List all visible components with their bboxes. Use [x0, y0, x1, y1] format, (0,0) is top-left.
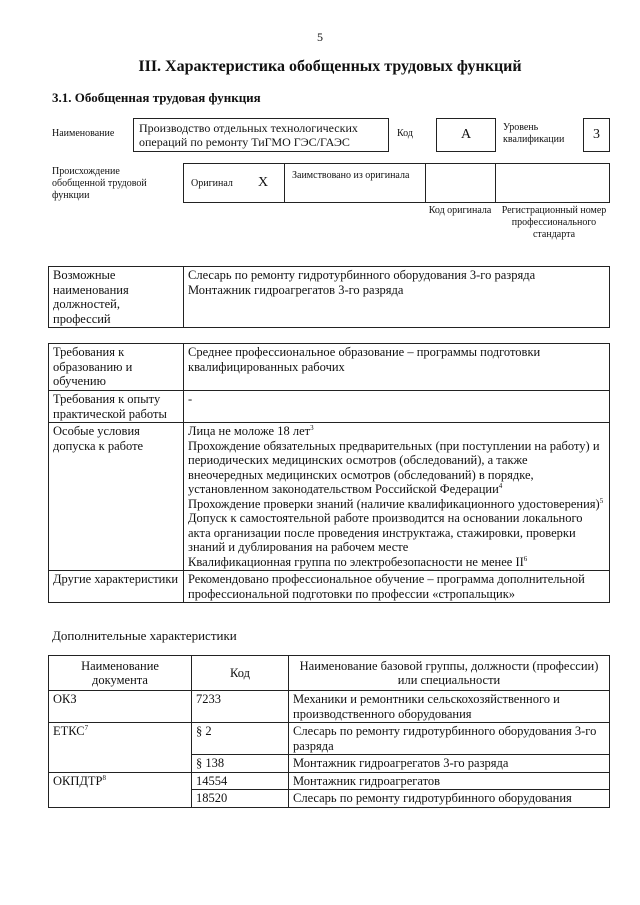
level-value: 3 [583, 118, 610, 152]
special-p2 [188, 439, 605, 497]
okpdtr-cell [49, 772, 192, 807]
education-value: Среднее профессиональное образование – программы подготовки квалифицированных рабочих [184, 344, 610, 391]
requirements-table [48, 343, 610, 603]
position-line-1: Слесарь по ремонту гидротурбинного оборудования 3-го разряда [188, 268, 536, 282]
origin-label: Происхождение обобщенной трудовой функции [52, 166, 147, 201]
original-label: Оригинал [191, 178, 233, 189]
education-label: Требования к образованию и обучению [49, 344, 184, 391]
etks-cell [49, 723, 192, 773]
origin-divider-1 [284, 163, 285, 203]
okpdtr-name-2: Слесарь по ремонту гидротурбинного оборудования [289, 790, 610, 808]
name-label: Наименование [52, 128, 115, 139]
special-label: Особые условия допуска к работе [49, 423, 184, 571]
special-value [184, 423, 610, 571]
col-code-header: Код [192, 656, 289, 691]
other-value: Рекомендовано профессиональное обучение – программа дополнительной профессиональной подготовки по профессии «стропальщик» [184, 571, 610, 603]
okz-name: Механики и ремонтники сельскохозяйственного и производственного оборудования [289, 691, 610, 723]
special-p4: Допуск к самостоятельной работе производится на основании локального акта организации после проведения инструктажа, стажировки, проверки знаний и дублирования на рабочем месте [188, 511, 583, 554]
special-p2-text: Прохождение обязательных предварительных (при поступлении на работу) и периодических медицинских осмотров (обследований), а также внеочередных медицинских осмотров (обследований) в порядке, установленном законодательством Российской Федерации [188, 438, 600, 496]
special-p3 [188, 497, 605, 512]
special-p1 [188, 424, 605, 439]
okz-code: 7233 [192, 691, 289, 723]
footnote-ref-6: 6 [523, 554, 528, 563]
table-row [49, 772, 610, 790]
position-line-2: Монтажник гидроагрегатов 3-го разряда [188, 282, 404, 297]
level-label: Уровень квалификации [503, 122, 565, 145]
okz-label: ОКЗ [49, 691, 192, 723]
etks-name-2: Монтажник гидроагрегатов 3-го разряда [289, 755, 610, 773]
special-p1-text: Лица не моложе 18 лет [188, 424, 311, 438]
borrowed-label: Заимствовано из оригинала [292, 170, 410, 181]
origin-divider-3 [495, 163, 496, 203]
etks-label: ЕТКС [53, 724, 85, 738]
footnote-ref-8: 8 [102, 773, 107, 782]
origin-divider-2 [425, 163, 426, 203]
special-p5-text: Квалификационная группа по электробезопасности не менее II [188, 554, 524, 569]
origin-box [183, 163, 610, 203]
reg-number-label: Регистрационный номер профессионального стандарта [501, 205, 607, 240]
etks-name-1: Слесарь по ремонту гидротурбинного оборудования 3-го разряда [289, 723, 610, 755]
table-row [49, 691, 610, 723]
original-mark: X [258, 175, 269, 190]
etks-code-1: § 2 [192, 723, 289, 755]
name-value: Производство отдельных технологических операций по ремонту ТиГМО ГЭС/ГАЭС [133, 118, 389, 152]
subsection-title: 3.1. Обобщенная трудовая функция [52, 90, 261, 105]
code-value: А [436, 118, 496, 152]
additional-table [48, 655, 610, 808]
experience-value: - [184, 391, 610, 423]
special-p3-text: Прохождение проверки знаний (наличие квалификационного удостоверения) [188, 496, 600, 511]
okpdtr-label: ОКПДТР [53, 773, 103, 788]
positions-table [48, 266, 610, 328]
additional-title: Дополнительные характеристики [52, 628, 237, 643]
code-original-label: Код оригинала [428, 205, 492, 216]
experience-label: Требования к опыту практической работы [49, 391, 184, 423]
okpdtr-name-1: Монтажник гидроагрегатов [289, 772, 610, 790]
footnote-ref-3: 3 [310, 423, 314, 432]
col-doc-header: Наименование документа [49, 656, 192, 691]
footnote-ref-4: 4 [498, 481, 503, 490]
col-name-header: Наименование базовой группы, должности (профессии) или специальности [289, 656, 610, 691]
positions-label: Возможные наименования должностей, профессий [49, 267, 184, 328]
footnote-ref-5: 5 [599, 496, 604, 505]
special-p5 [188, 555, 605, 570]
footnote-ref-7: 7 [84, 723, 89, 732]
okpdtr-code-1: 14554 [192, 772, 289, 790]
positions-value [184, 267, 610, 328]
table-row [49, 723, 610, 755]
section-title: III. Характеристика обобщенных трудовых функций [138, 58, 522, 75]
code-label: Код [397, 128, 413, 139]
other-label: Другие характеристики [49, 571, 184, 603]
etks-code-2: § 138 [192, 755, 289, 773]
okpdtr-code-2: 18520 [192, 790, 289, 808]
page-number: 5 [317, 30, 323, 44]
